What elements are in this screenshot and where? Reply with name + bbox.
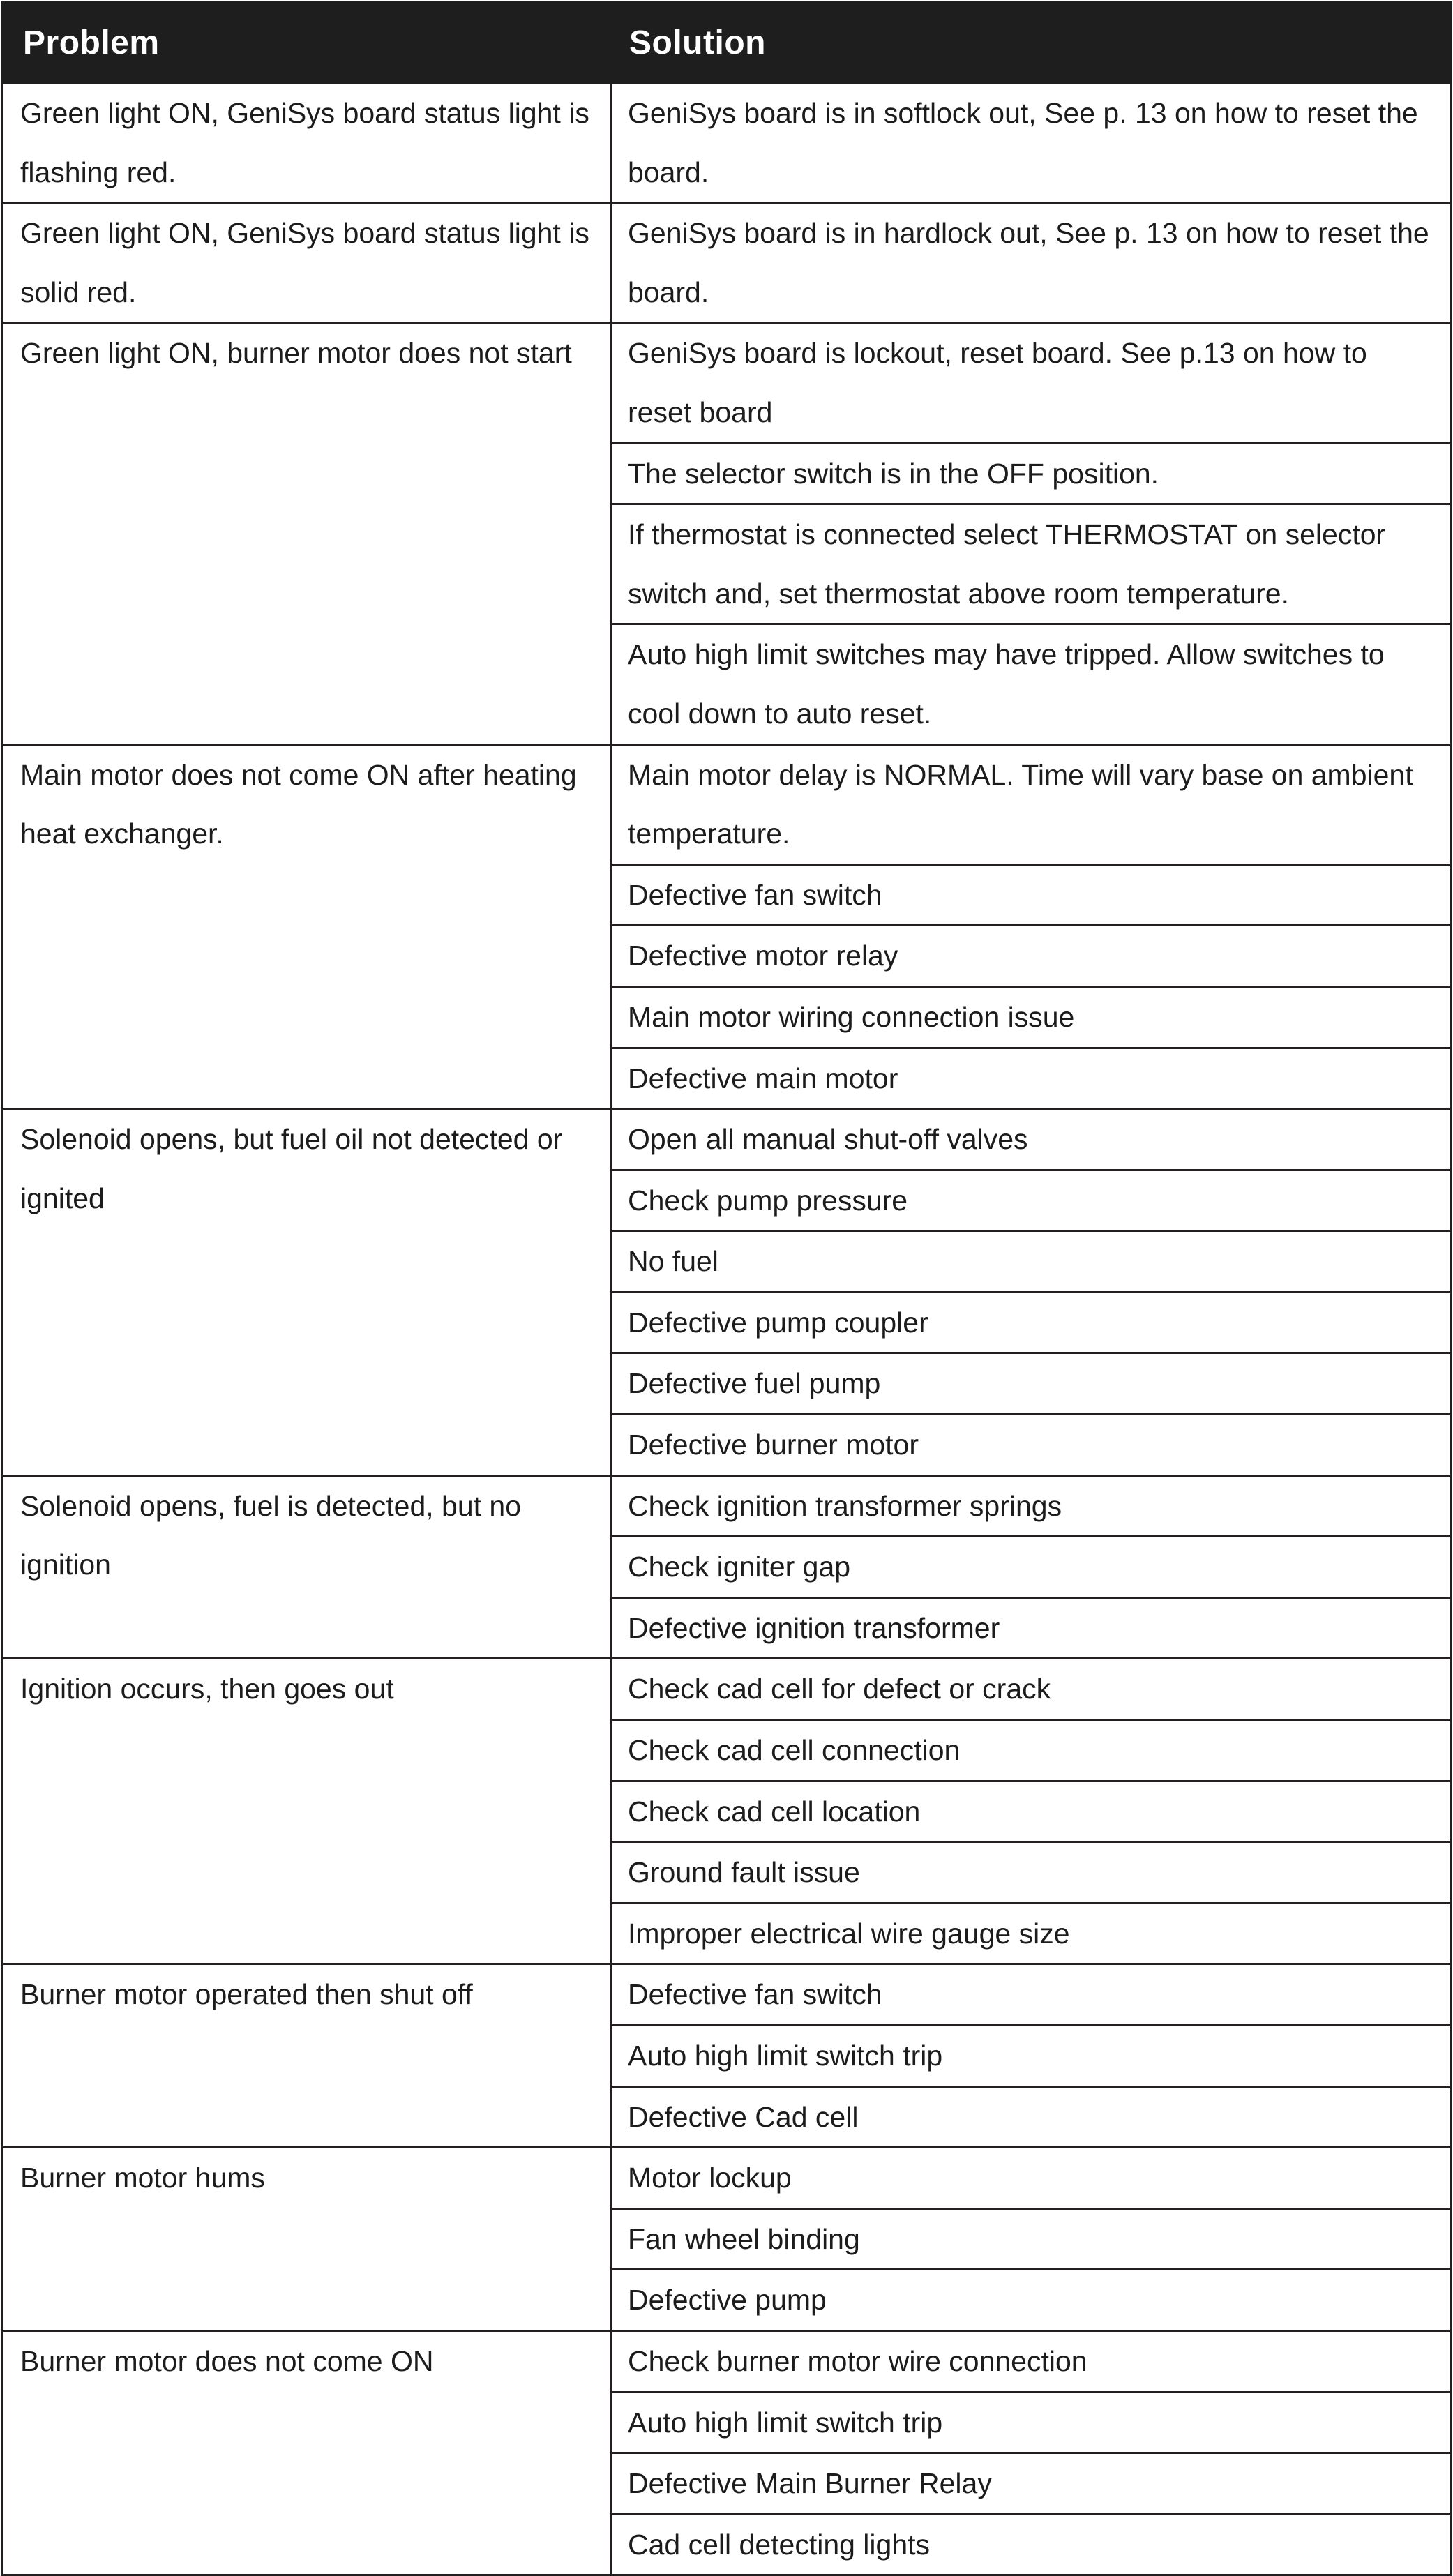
solution-cell: Check burner motor wire connection	[612, 2330, 1452, 2392]
solution-cell: Defective fan switch	[612, 1964, 1452, 2026]
problem-cell: Burner motor hums	[3, 2148, 612, 2331]
solution-cell: Motor lockup	[612, 2148, 1452, 2209]
problem-cell: Solenoid opens, fuel is detected, but no ignition	[3, 1475, 612, 1659]
solution-cell: No fuel	[612, 1231, 1452, 1293]
solution-cell: Defective pump coupler	[612, 1292, 1452, 1353]
table-row	[3, 203, 1452, 323]
problem-cell: Burner motor operated then shut off	[3, 1964, 612, 2148]
problem-cell: Main motor does not come ON after heating heat exchanger.	[3, 744, 612, 1109]
table-body	[3, 83, 1452, 2575]
solution-cell: Fan wheel binding	[612, 2208, 1452, 2270]
solution-cell: Check cad cell location	[612, 1781, 1452, 1842]
solution-cell: Defective main motor	[612, 1048, 1452, 1109]
table-row	[3, 83, 1452, 203]
solution-cell: GeniSys board is in softlock out, See p. 13 on how to reset the board.	[612, 83, 1452, 203]
solution-cell: Auto high limit switch trip	[612, 2392, 1452, 2453]
solution-cell: Defective burner motor	[612, 1415, 1452, 1476]
solution-cell: GeniSys board is lockout, reset board. See p.13 on how to reset board	[612, 323, 1452, 443]
solution-cell: Check cad cell connection	[612, 1720, 1452, 1782]
problem-cell: Green light ON, GeniSys board status light is solid red.	[3, 203, 612, 323]
solution-cell: Auto high limit switches may have tripped. Allow switches to cool down to auto reset.	[612, 624, 1452, 744]
solution-cell: GeniSys board is in hardlock out, See p. 13 on how to reset the board.	[612, 203, 1452, 323]
table-row	[3, 323, 1452, 443]
solution-cell: Main motor wiring connection issue	[612, 986, 1452, 1048]
solution-cell: Defective Cad cell	[612, 2086, 1452, 2148]
problem-cell: Green light ON, GeniSys board status light is flashing red.	[3, 83, 612, 203]
table-row	[3, 744, 1452, 864]
table-header	[3, 3, 1452, 83]
solution-cell: Defective fan switch	[612, 864, 1452, 926]
table-row	[3, 1109, 1452, 1170]
solution-cell: Main motor delay is NORMAL. Time will vary base on ambient temperature.	[612, 744, 1452, 864]
solution-cell: Open all manual shut-off valves	[612, 1109, 1452, 1170]
problem-column-header: Problem	[3, 3, 612, 83]
solution-cell: Defective motor relay	[612, 926, 1452, 987]
solution-cell: Check pump pressure	[612, 1170, 1452, 1231]
table-row	[3, 2330, 1452, 2392]
solution-cell: The selector switch is in the OFF position.	[612, 443, 1452, 504]
table-row	[3, 2148, 1452, 2209]
problem-cell: Ignition occurs, then goes out	[3, 1659, 612, 1964]
solution-cell: Defective Main Burner Relay	[612, 2453, 1452, 2515]
solution-cell: Check cad cell for defect or crack	[612, 1659, 1452, 1720]
solution-cell: Improper electrical wire gauge size	[612, 1903, 1452, 1964]
table-row	[3, 1475, 1452, 1537]
solution-cell: Defective fuel pump	[612, 1353, 1452, 1415]
problem-cell: Solenoid opens, but fuel oil not detected or ignited	[3, 1109, 612, 1476]
problem-cell: Burner motor does not come ON	[3, 2330, 612, 2575]
solution-cell: Auto high limit switch trip	[612, 2026, 1452, 2087]
problem-cell: Green light ON, burner motor does not start	[3, 323, 612, 744]
solution-cell: Defective pump	[612, 2270, 1452, 2331]
table-row	[3, 1964, 1452, 2026]
table-row	[3, 1659, 1452, 1720]
solution-cell: Cad cell detecting lights	[612, 2514, 1452, 2575]
troubleshooting-table	[1, 1, 1452, 2576]
solution-cell: Ground fault issue	[612, 1842, 1452, 1904]
header-row	[3, 3, 1452, 83]
solution-cell: Check ignition transformer springs	[612, 1475, 1452, 1537]
solution-cell: Defective ignition transformer	[612, 1597, 1452, 1659]
solution-column-header: Solution	[612, 3, 1452, 83]
solution-cell: Check igniter gap	[612, 1537, 1452, 1598]
solution-cell: If thermostat is connected select THERMOSTAT on selector switch and, set thermostat above room temperature.	[612, 504, 1452, 624]
